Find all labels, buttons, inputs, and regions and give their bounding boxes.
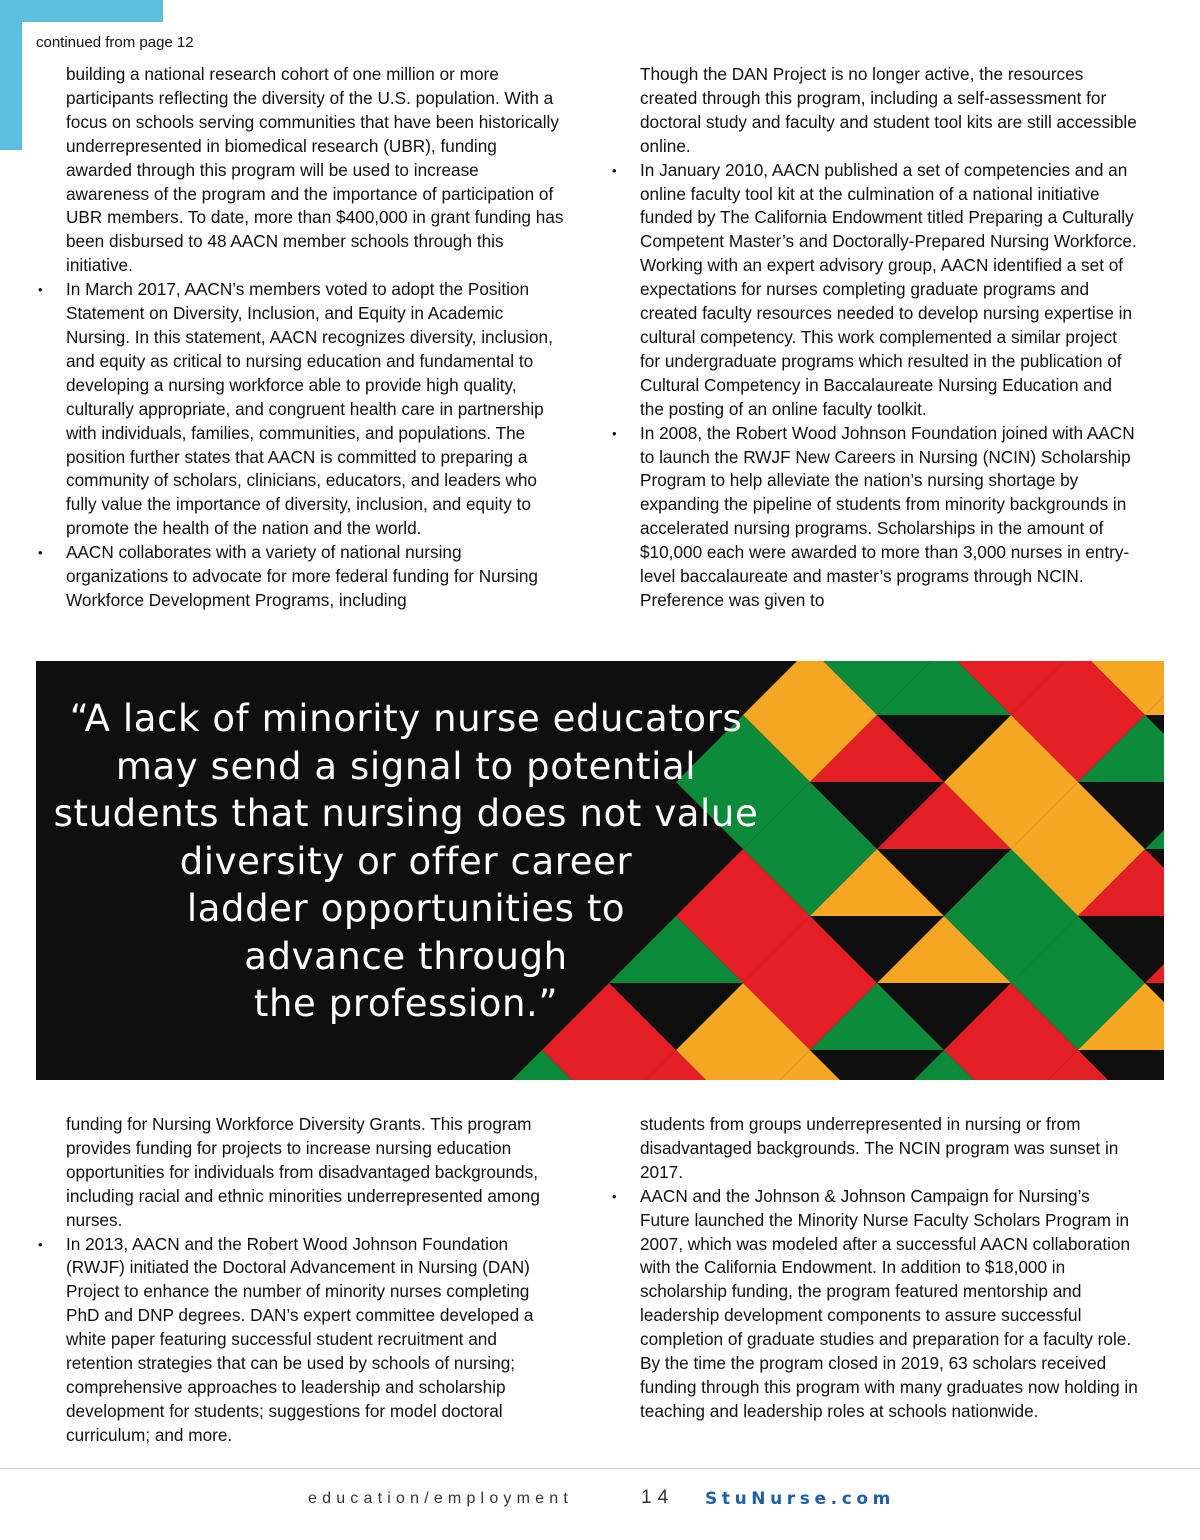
bullet-list: [36, 1233, 564, 1448]
bullet-list: [36, 278, 564, 613]
quote-line: “A lack of minority nurse educators: [69, 697, 743, 740]
bullet-item: • AACN and the Johnson & Johnson Campaign for Nursing’s Future launched the Minority Nurse Faculty Scholars Program in 2007, which was modeled after a successful AACN collaboration with the California Endowment. In addition to $18,000 in scholarship funding, the program featured mentorship and leadership development components to assure successful completion of graduate studies and preparation for a faculty role. By the time the program closed in 2019, 63 scholars received funding through this program with many graduates now holding in teaching and leadership roles at schools nationwide.: [610, 1185, 1138, 1424]
paragraph-lead: funding for Nursing Workforce Diversity Grants. This program provides funding for projects to increase nursing education opportunities for individuals from disadvantaged backgrounds, including racial and ethnic minorities underrepresented among nurses.: [66, 1114, 540, 1230]
quote-line: advance through: [244, 934, 568, 978]
column-bottom-left: [36, 1113, 564, 1448]
footer-divider: [0, 1468, 1200, 1469]
column-bottom-right: [610, 1113, 1138, 1424]
continued-note: continued from page 12: [36, 34, 194, 51]
accent-bar-left: [0, 0, 22, 150]
accent-bar-top: [0, 0, 163, 22]
pull-quote-banner: [36, 661, 1164, 1080]
quote-line: students that nursing does not value: [53, 792, 759, 835]
bullet-item: • In January 2010, AACN published a set of competencies and an online faculty tool kit at the culmination of a national initiative funded by The California Endowment titled Preparing a Culturally Competent Master’s and Doctorally-Prepared Nursing Workforce. Working with an expert advisory group, AACN identified a set of expectations for nurses completing graduate programs and created faculty resources needed to develop nursing expertise in cultural competency. This work complemented a similar project for undergraduate programs which resulted in the publication of Cultural Competency in Baccalaureate Nursing Education and the posting of an online faculty toolkit.: [610, 159, 1138, 422]
bullet-list: [610, 159, 1138, 613]
bullet-item: • In 2008, the Robert Wood Johnson Foundation joined with AACN to launch the RWJF New Careers in Nursing (NCIN) Scholarship Program to help alleviate the nation’s nursing shortage by expanding the pipeline of students from minority backgrounds in accelerated nursing programs. Scholarships in the amount of $10,000 each were awarded to more than 3,000 nurses in entry-level baccalaureate and master’s programs through NCIN. Preference was given to: [610, 422, 1138, 613]
quote-line: ladder opportunities to: [186, 887, 626, 930]
column-top-right: [610, 63, 1138, 613]
quote-line: diversity or offer career: [179, 839, 633, 883]
paragraph-lead: Though the DAN Project is no longer active, the resources created through this program, including a self-assessment for doctoral study and faculty and student tool kits are still accessible online.: [640, 64, 1137, 156]
brand-logo-text: StuNurse.com: [705, 1489, 895, 1509]
quote-line: the profession.”: [253, 982, 559, 1025]
paragraph-lead: students from groups underrepresented in nursing or from disadvantaged backgrounds. The NCIN program was sunset in 2017.: [640, 1114, 1119, 1182]
page-number: 14: [641, 1487, 675, 1508]
column-top-left: [36, 63, 564, 613]
quote-line: may send a signal to potential: [115, 744, 697, 788]
bullet-item: • In March 2017, AACN’s members voted to adopt the Position Statement on Diversity, Inclusion, and Equity in Academic Nursing. In this statement, AACN recognizes diversity, inclusion, and equity as critical to nursing education and fundamental to developing a nursing workforce able to provide high quality, culturally appropriate, and congruent health care in partnership with individuals, families, communities, and populations. The position further states that AACN is committed to preparing a community of scholars, clinicians, educators, and leaders who fully value the importance of diversity, inclusion, and equity to promote the health of the nation and the world.: [36, 278, 564, 541]
footer-section-label: education/employment: [308, 1490, 573, 1507]
paragraph-lead: building a national research cohort of one million or more participants reflecting the diversity of the U.S. population. With a focus on schools serving communities that have been historically underrepresented in biomedical research (UBR), funding awarded through this program will be used to increase awareness of the program and the importance of participation of UBR members. To date, more than $400,000 in grant funding has been disbursed to 48 AACN member schools through this initiative.: [66, 64, 564, 276]
pull-quote: [36, 695, 776, 1028]
bullet-item: • In 2013, AACN and the Robert Wood Johnson Foundation (RWJF) initiated the Doctoral Advancement in Nursing (DAN) Project to enhance the number of minority nurses completing PhD and DNP degrees. DAN’s expert committee developed a white paper featuring successful student recruitment and retention strategies that can be used by schools of nursing; comprehensive approaches to leadership and scholarship development for students; suggestions for model doctoral curriculum; and more.: [36, 1233, 564, 1448]
bullet-item: • AACN collaborates with a variety of national nursing organizations to advocate for more federal funding for Nursing Workforce Development Programs, including: [36, 541, 564, 613]
bullet-list: [610, 1185, 1138, 1424]
